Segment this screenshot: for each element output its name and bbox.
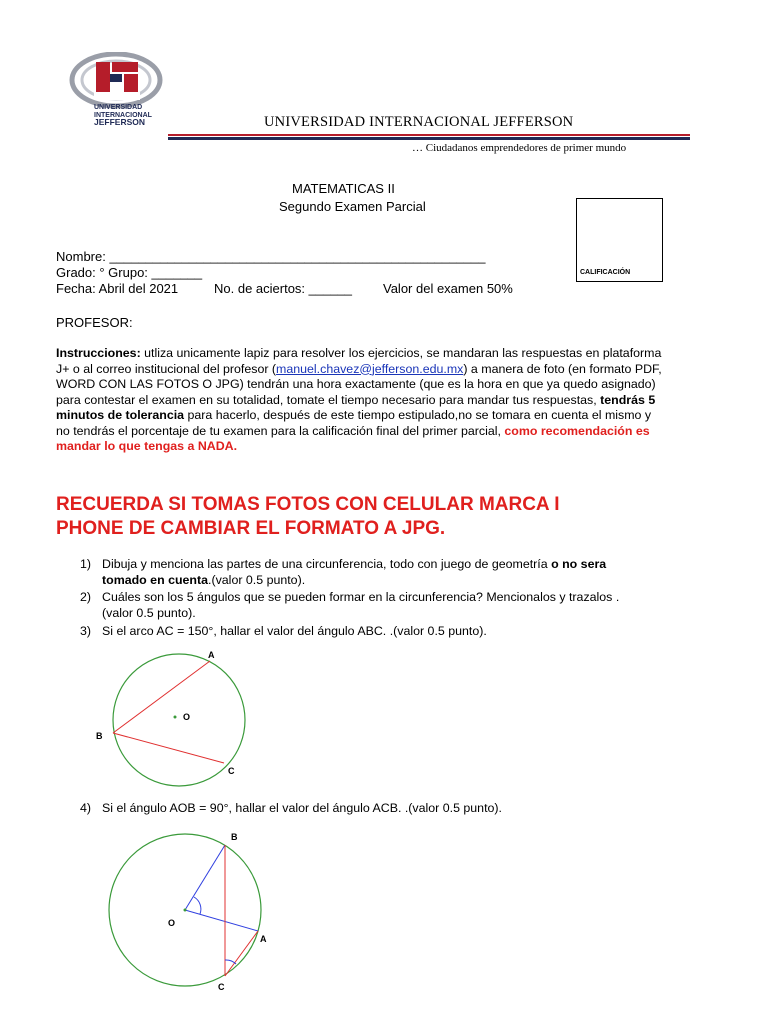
recommendation-note: como recomendación es mandar lo que tengas a NADA. bbox=[56, 423, 650, 453]
chord-ba bbox=[113, 661, 210, 733]
exam-title: Segundo Examen Parcial bbox=[279, 199, 426, 214]
center-point bbox=[184, 909, 187, 912]
instructions-text-3: para hacerlo, después de este tiempo estipulado,no se tomara en cuenta el mismo y no tendrás el porcentaje de tu examen para la calificación final del primer parcial, bbox=[56, 408, 652, 438]
header-rule-navy bbox=[168, 137, 690, 140]
professor-field: PROFESOR: bbox=[56, 315, 133, 330]
radius-oa bbox=[185, 910, 258, 931]
question-4 bbox=[80, 801, 650, 817]
question-tail: .(valor 0.5 punto). bbox=[208, 572, 306, 587]
label-o: O bbox=[168, 918, 176, 928]
tolerance-note: tendrás 5 minutos de tolerancia bbox=[56, 392, 656, 422]
question-text: Dibuja y menciona las partes de una circunferencia, todo con juego de geometría bbox=[102, 557, 552, 571]
label-a: A bbox=[208, 650, 215, 660]
subject-title: MATEMATICAS II bbox=[292, 181, 395, 196]
question-3 bbox=[80, 624, 650, 640]
circle bbox=[113, 654, 245, 786]
logo-text-line-1: UNIVERSIDAD bbox=[94, 104, 143, 111]
jpg-warning-line-2: PHONE DE CAMBIAR EL FORMATO A JPG. bbox=[56, 518, 446, 539]
question-number: 3) bbox=[80, 624, 92, 638]
university-name: UNIVERSIDAD INTERNACIONAL JEFFERSON bbox=[264, 114, 574, 130]
figure-angle-aob bbox=[108, 828, 278, 998]
grade-box bbox=[576, 198, 663, 282]
jpg-warning-line-1: RECUERDA SI TOMAS FOTOS CON CELULAR MARCA I bbox=[56, 494, 560, 515]
logo-text-line-3: JEFFERSON bbox=[94, 117, 146, 127]
exam-value: Valor del examen 50% bbox=[383, 281, 513, 296]
chord-ac bbox=[225, 931, 258, 976]
instructions-text-1: utliza unicamente lapiz para resolver los ejercicios, se mandaran las respuestas en plataforma J+ o al correo institucional del profesor ( bbox=[56, 346, 662, 376]
question-text: Si el ángulo AOB = 90°, hallar el valor del ángulo ACB. .(valor 0.5 punto). bbox=[102, 801, 502, 815]
label-c: C bbox=[228, 766, 235, 776]
radius-ob bbox=[185, 845, 225, 910]
label-b: B bbox=[96, 731, 103, 741]
correct-answers-field: No. de aciertos: ______ bbox=[214, 281, 353, 296]
question-number: 1) bbox=[80, 557, 92, 571]
university-logo bbox=[66, 52, 172, 134]
grade-box-label: CALIFICACIÓN bbox=[580, 269, 631, 276]
professor-email-link[interactable]: manuel.chavez@jefferson.edu.mx bbox=[276, 361, 464, 376]
label-b: B bbox=[231, 832, 238, 842]
question-2 bbox=[80, 590, 650, 622]
figure-arc-ac bbox=[92, 640, 272, 790]
grade-group-field: Grado: ° Grupo: _______ bbox=[56, 265, 203, 280]
name-field: Nombre: ____________________________________________________ bbox=[56, 249, 486, 264]
header-rule-red bbox=[168, 134, 690, 136]
label-a: A bbox=[260, 934, 267, 944]
label-o: O bbox=[183, 712, 191, 722]
date-field: Fecha: Abril del 2021 bbox=[56, 281, 179, 296]
chord-bc bbox=[113, 733, 224, 763]
question-text: Cuáles son los 5 ángulos que se pueden formar en la circunferencia? Mencionalos y trazalos .(valor 0.5 punto). bbox=[102, 590, 620, 620]
question-bold: o no sera tomado en cuenta bbox=[102, 557, 607, 587]
instructions-label: Instrucciones: bbox=[56, 346, 141, 360]
question-number: 4) bbox=[80, 801, 92, 815]
jpg-warning bbox=[56, 493, 560, 541]
logo-text-line-2: INTERNACIONAL bbox=[94, 111, 152, 119]
question-number: 2) bbox=[80, 590, 92, 604]
angle-mark-o bbox=[194, 897, 201, 914]
instructions-paragraph bbox=[56, 346, 662, 455]
label-c: C bbox=[218, 982, 225, 992]
question-1 bbox=[80, 557, 650, 589]
center-point bbox=[174, 716, 177, 719]
instructions-text-2: ) a manera de foto (en formato PDF, WORD CON LAS FOTOS O JPG) tendrán una hora exactamente (que es la hora en que ya quedo asignado) para contestar el examen en su totalidad, tomate el tiempo necesario para mandar tus respuestas, bbox=[56, 361, 662, 407]
slogan: … Ciudadanos emprendedores de primer mundo bbox=[412, 142, 627, 154]
question-text: Si el arco AC = 150°, hallar el valor del ángulo ABC. .(valor 0.5 punto). bbox=[102, 624, 487, 638]
